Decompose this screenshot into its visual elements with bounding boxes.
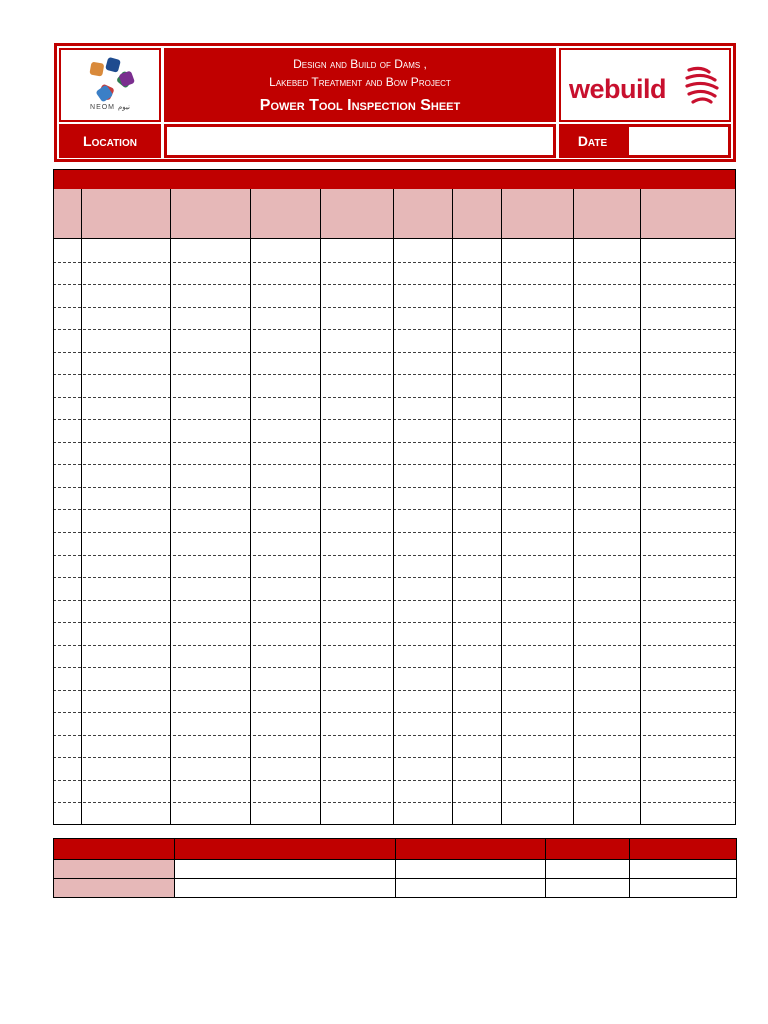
neom-logo-text: NEOM نيوم <box>90 104 130 111</box>
project-title-line2: Lakebed Treatment and Bow Project <box>269 75 451 89</box>
location-label: Location <box>59 124 161 158</box>
webuild-logo-text: webuild <box>569 74 666 104</box>
sheet-title: Power Tool Inspection Sheet <box>259 97 461 114</box>
project-title-line1: Design and Build of Dams , <box>293 57 427 71</box>
date-label: Date <box>559 124 626 158</box>
